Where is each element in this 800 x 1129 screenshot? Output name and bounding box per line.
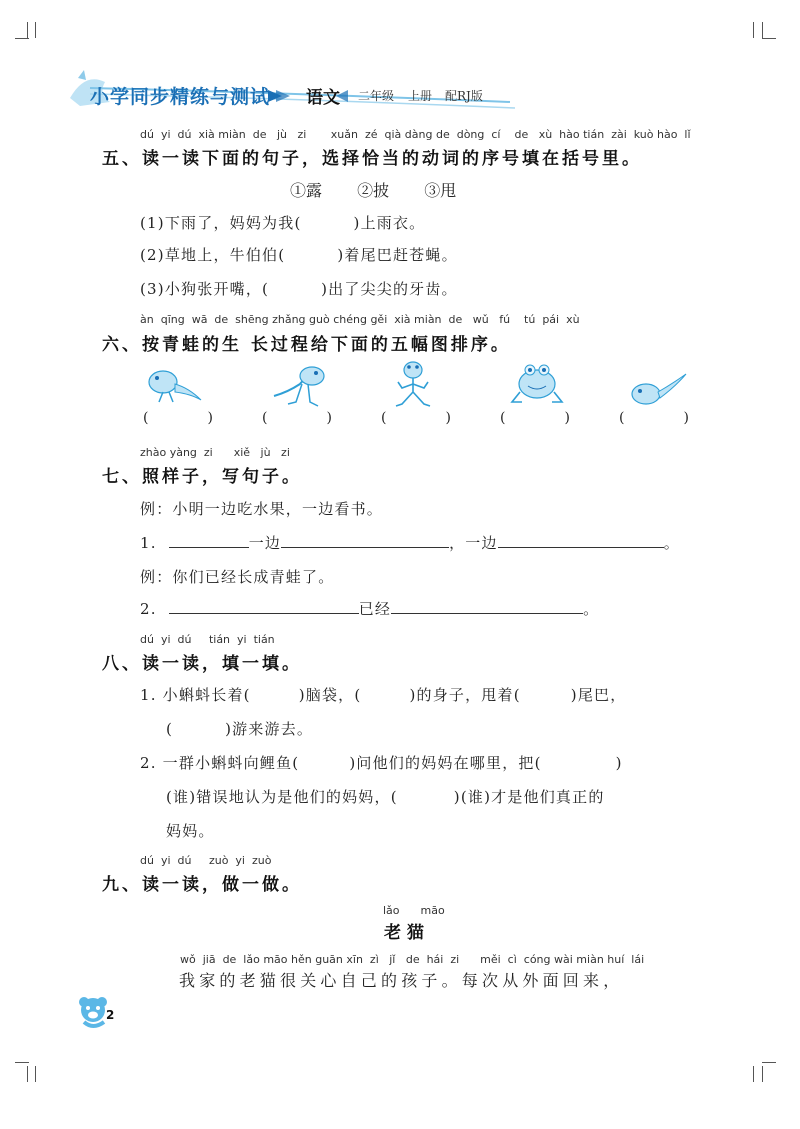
section-5-item-1 (140, 212, 425, 233)
section-7-title: 七、照样子，写句子。 (102, 467, 302, 487)
passage-pinyin: wǒ jiā de lǎo māo hěn guān xīn zì jǐ de hái zi měi cì cóng wài miàn huí lái (180, 953, 645, 966)
passage-title: 老 猫 (384, 923, 424, 943)
order-answer-5[interactable]: ( ) (619, 410, 689, 426)
page-header (60, 68, 520, 112)
section-9-pinyin: dú yi dú zuò yi zuò (140, 854, 272, 867)
section-5-pinyin: dú yi dú xià miàn de jù zi xuǎn zé qià dàng de dòng cí de xù hào tián zài kuò hào lǐ (140, 128, 691, 141)
q1-number: 1. (140, 534, 157, 552)
q1-blank-3[interactable] (498, 533, 664, 548)
section-8-q2-line-2: (谁)错误地认为是他们的妈妈，( )(谁)才是他们真正的 (166, 788, 605, 806)
section-7-pinyin: zhào yàng zi xiě jù zi (140, 446, 290, 459)
item-1-text-post: )上雨衣。 (353, 214, 426, 232)
section-8-q1-line-1: 1. 小蝌蚪长着( )脑袋，( )的身子，甩着( )尾巴， (140, 686, 627, 704)
q2-number: 2. (140, 600, 157, 618)
section-8-title: 八、读一读，填一填。 (102, 654, 302, 674)
item-2-text-post: )着尾巴赶苍蝇。 (337, 246, 458, 264)
page-number-badge (76, 994, 126, 1030)
section-5-item-3 (140, 278, 458, 299)
header-edition: 配RJ版 (445, 89, 483, 103)
q1-text-1: 一边 (248, 534, 282, 552)
section-5-options (290, 178, 530, 201)
option-3: ③甩 (424, 181, 457, 200)
section-7-example-2: 例：你们已经长成青蛙了。 (140, 568, 335, 586)
q1-blank-2[interactable] (281, 533, 449, 548)
page-number: 2 (106, 1008, 115, 1022)
order-answer-2[interactable]: ( ) (262, 410, 332, 426)
item-2-text-pre: (2)草地上，牛伯伯( (140, 246, 286, 264)
section-7-question-1 (140, 532, 680, 553)
q2-blank-2[interactable] (391, 599, 583, 614)
section-7-example-1: 例：小明一边吃水果，一边看书。 (140, 500, 384, 518)
passage-title-pinyin: lǎo māo (383, 904, 445, 917)
tadpole-icon (628, 370, 690, 408)
adult-frog-icon (508, 356, 566, 408)
option-1: ①露 (290, 181, 323, 200)
section-8-q2-line-1: 2. 一群小蝌蚪向鲤鱼( )问他们的妈妈在哪里，把( ) (140, 754, 623, 772)
header-volume: 上册 (408, 89, 433, 103)
q2-text: 已经 (358, 600, 392, 618)
section-7-question-2 (140, 598, 599, 619)
header-title: 小学同步精练与测试 (90, 86, 271, 108)
q1-text-2: ，一边 (449, 534, 498, 552)
section-6-title: 六、按青蛙的生 长过程给下面的五幅图排序。 (102, 335, 511, 355)
tadpole-hind-legs-icon (266, 362, 332, 410)
section-8-pinyin: dú yi dú tián yi tián (140, 633, 275, 646)
section-9-title: 九、读一读，做一做。 (102, 875, 302, 895)
section-5-item-2 (140, 244, 458, 265)
q1-end: 。 (663, 534, 680, 552)
q2-blank-1[interactable] (169, 599, 359, 614)
header-subject: 语文 (306, 88, 340, 108)
order-answer-4[interactable]: ( ) (500, 410, 570, 426)
young-frog-icon (388, 358, 438, 410)
item-3-text-pre: (3)小狗张开嘴，( (140, 280, 270, 298)
section-8-q2-line-3: 妈妈。 (166, 822, 215, 840)
order-answer-3[interactable]: ( ) (381, 410, 451, 426)
tadpole-front-legs-icon (145, 364, 207, 408)
order-answer-1[interactable]: ( ) (143, 410, 213, 426)
passage-line-1: 我家的老猫很关心自己的孩子。每次从外面回来， (179, 971, 624, 990)
header-grade: 二年级 (358, 89, 395, 103)
item-3-text-post: )出了尖尖的牙齿。 (321, 280, 458, 298)
option-2: ②披 (357, 181, 390, 200)
section-5-title: 五、读一读下面的句子，选择恰当的动词的序号填在括号里。 (102, 149, 642, 169)
section-8-q1-line-2: ( )游来游去。 (166, 720, 314, 738)
q1-blank-1[interactable] (169, 533, 249, 548)
section-6-pinyin: àn qīng wā de shēng zhǎng guò chéng gěi xià miàn de wǔ fú tú pái xù (140, 313, 580, 326)
q2-end: 。 (583, 600, 600, 618)
item-1-text-pre: (1)下雨了，妈妈为我( (140, 214, 302, 232)
